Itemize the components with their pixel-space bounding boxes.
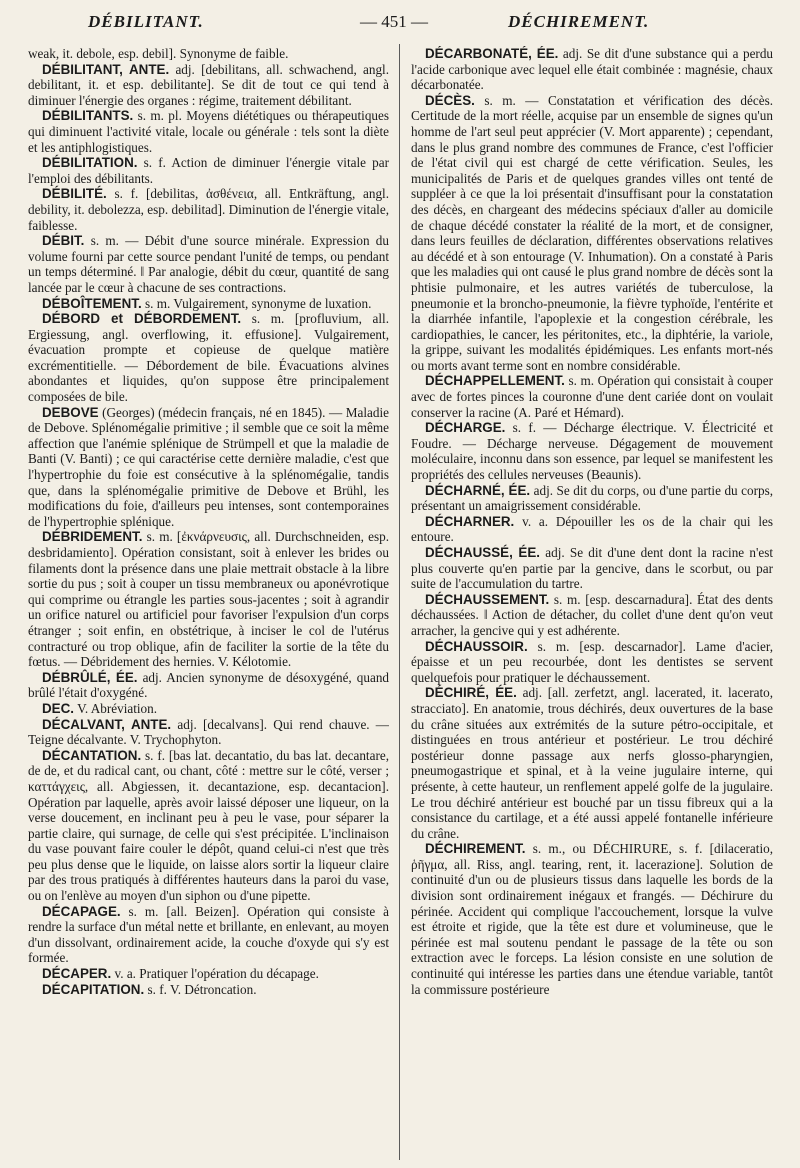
entry-definition: s. f. Action de diminuer l'énergie vitale par l'emploi des débilitants. bbox=[28, 155, 389, 186]
page-header bbox=[0, 12, 800, 42]
dictionary-entry bbox=[28, 701, 389, 717]
dictionary-entry bbox=[411, 841, 773, 997]
entry-definition: s. m. — Constatation et vérification des décès. Certitude de la mort réelle, acquise par un ensemble de signes qu'un homme de l'art seul peut apprécier (V. Mort apparente) ; cependant, dans le plus grand nombre des communes de France, c'est l'officier de l'état civil qui est chargé de cette vérification. Seules, les municipalités de Paris et de quelques grandes villes ont tenté de suppléer à ce que la loi présentait d'insuffisant pour la constatation des décès, en chargeant des médecins spéciaux d'aller au domicile de chaque décédé constater la réalité de la mort, et de consigner, dans leurs feuilles de déclaration, différentes observations relatives au décédé et à son entourage (V. Inhumation). On a constaté à Paris que les maladies qui ont causé le plus grand nombre de décès sont la phtisie pulmonaire, et les autres variétés de tuberculose, la pneumonie et la broncho-pneumonie, la fièvre typhoïde, l'entérite et la diarrhée infantile, l'apoplexie et la congestion cérébrale, les cardiopathies, le cancer, les péritonites, etc., la diphtérie, la variole, la grippe, suivant les modalités épidémiques. Les enfants mort-nés ou morts avant terme sont en nombre considérable. bbox=[411, 92, 773, 373]
entry-headword: DÉCHARNER. bbox=[425, 513, 515, 529]
entry-definition: v. a. Dépouiller les os de la chair qui les entoure. bbox=[411, 513, 773, 545]
dictionary-entry bbox=[28, 748, 389, 904]
dictionary-entry bbox=[411, 46, 773, 93]
entry-headword: DÉBORD et DÉBORDEMENT. bbox=[42, 311, 242, 327]
entry-headword: DÉBRIDEMENT. bbox=[42, 529, 143, 545]
dictionary-entry bbox=[411, 514, 773, 545]
entry-definition: s. m. [esp. descarnadura]. État des dents déchaussées. ‖ Action de détacher, du collet d'une dent qu'on veut arracher, la gencive qui y est adhérente. bbox=[411, 591, 773, 638]
entry-headword: DÉCAPITATION. bbox=[42, 981, 145, 997]
entry-headword: DÉCHAUSSEMENT. bbox=[425, 591, 550, 607]
entry-definition: adj. [debilitans, all. schwachend, angl. debilitant, it. et esp. debilitante]. Se dit de tout ce qui tend à diminuer l'énergie des organes : régime, traitement débilitant. bbox=[28, 61, 389, 108]
entry-headword: DÉBILITANTS. bbox=[42, 108, 134, 124]
entry-definition: s. m. [esp. descarnador]. Lame d'acier, épaisse et un peu recourbée, dont les dentistes se servent quelquefois pour pratiquer le déchaussement. bbox=[411, 638, 773, 685]
dictionary-entry bbox=[28, 405, 389, 530]
dictionary-entry bbox=[28, 966, 389, 982]
entry-definition: adj. Se dit d'une substance qui a perdu l'acide carbonique avec lequel elle était combinée : magnésie, chaux décarbonatée. bbox=[411, 46, 773, 93]
dictionary-entry bbox=[411, 93, 773, 374]
entry-headword: DÉBOÎTEMENT. bbox=[42, 295, 142, 311]
entry-definition: s. m. — Débit d'une source minérale. Expression du volume fourni par cette source pendant l'unité de temps, ou pendant un temps déterminé. ‖ Par analogie, débit du cœur, quantité de sang lancée par le cœur à chacune de ses contractions. bbox=[28, 233, 389, 295]
dictionary-entry bbox=[28, 108, 389, 155]
right-column bbox=[411, 46, 773, 1160]
dictionary-entry bbox=[28, 670, 389, 701]
entry-definition: s. m. Opération qui consistait à couper avec de fortes pinces la couronne d'une dent cariée dont on voulait conserver la racine (A. Paré et Hémard). bbox=[411, 373, 773, 420]
entry-headword: DÉBILITÉ. bbox=[42, 186, 107, 202]
entry-definition: s. m., ou DÉCHIRURE, s. f. [dilaceratio, ῥῆγμα, all. Riss, angl. tearing, rent, it. lacerazione]. Solution de continuité d'un ou de plusieurs tissus dans laquelle les bords de la division sont ordinairement inégaux et frangés. — Déchirure du périnée. Accident qui complique l'accouchement, lorsque la vulve est étroite et rigide, que la tête est dure et volumineuse, que le périnée est mal soutenu pendant le passage de la tête ou son extraction avec le forceps. La lésion consiste en une solution de continuité qui intéresse les parties dans une étendue variable, tantôt la commissure postérieure bbox=[411, 841, 773, 997]
entry-headword: DÉCHAUSSÉ, ÉE. bbox=[425, 545, 541, 560]
entry-headword: DEBOVE bbox=[42, 404, 99, 420]
entry-definition: adj. Se dit d'une dent dont la racine n'est plus couverte qu'en partie par la gencive, dans le scorbut, ou par suite de l'accumulation du tartre. bbox=[411, 545, 773, 592]
entry-headword: DÉBRÛLÉ, ÉE. bbox=[42, 669, 138, 685]
entry-headword: DÉCAPER. bbox=[42, 966, 112, 982]
entry-definition: s. m. [all. Beizen]. Opération qui consiste à rendre la surface d'un métal nette et brillante, en enlevant, au moyen d'un dissolvant, ordinairement acide, la couche d'oxyde qui s'y est formée. bbox=[28, 903, 389, 966]
dictionary-entry bbox=[28, 717, 389, 748]
entry-definition: V. Abréviation. bbox=[77, 700, 158, 716]
dictionary-entry bbox=[411, 545, 773, 592]
page-number: — 451 — bbox=[360, 12, 428, 31]
dictionary-entry bbox=[28, 529, 389, 669]
entry-headword: DÉCHARGE. bbox=[425, 420, 506, 436]
dictionary-entry bbox=[411, 373, 773, 420]
entry-definition: (Georges) (médecin français, né en 1845). — Maladie de Debove. Splénomégalie primitive ; il semble que ce soit la même affection que l'anémie splénique de Strümpell et que la maladie de Banti (V. Banti) ; ce qui caractérise cette dernière maladie, c'est que l'hypertrophie du foie est consécutive à la splénomégalie, tandis que, dans la splénomégalie primitive de Debove et Brühl, les modifications du foie, d'ailleurs peu intenses, sont contemporaines de l'hypertrophie splénique. bbox=[28, 404, 389, 529]
dictionary-entry bbox=[411, 592, 773, 639]
entry-definition: adj. [all. zerfetzt, angl. lacerated, it. lacerato, stracciato]. En anatomie, trous déchirés, deux ouvertures de la base du crâne situées aux extrémités de la suture pétro-occipitale, et distinguées en trous antérieur et postérieur. Le trou déchiré postérieur donne passage aux nerfs glosso-pharyngien, pneumogastrique et spinal, et à la veine jugulaire interne, qui présente, à cette hauteur, un renflement appelé golfe de la jugulaire. Le trou déchiré antérieur est bouché par un tissu fibreux qui a la consistance du cartilage, et a été aussi appelé fontanelle inférieure du crâne. bbox=[411, 685, 773, 841]
header-left-guide-word: DÉBILITANT. bbox=[88, 12, 204, 31]
left-column bbox=[28, 46, 389, 1160]
entry-definition: s. f. [bas lat. decantatio, du bas lat. decantare, de de, et du radical cant, ou chant, côté : mettre sur le côté, verser ; καττάγχεις, all. Abgiessen, it. decantazione, esp. decantacion]. Opération par laquelle, après avoir laissé déposer une liqueur, on la verse doucement, en inclinant peu à peu le vase, pour séparer la partie claire, qui surnage, de celle qui s'est précipitée. L'inclinaison du vase pouvant faire couler le dépôt, quand celui-ci n'est que très peu plus dense que le liquide, on laisse alors sortir la liqueur claire par des trous pratiqués à différentes hauteurs dans la paroi du vase, ou on l'enlève au moyen d'un siphon ou d'une pipette. bbox=[28, 747, 389, 904]
entry-headword: DÉCHAPPELLEMENT. bbox=[425, 373, 565, 389]
header-right-guide-word: DÉCHIREMENT. bbox=[508, 12, 650, 31]
entry-headword: DÉBIT. bbox=[42, 233, 85, 249]
dictionary-entry bbox=[28, 982, 389, 998]
column-divider bbox=[399, 44, 400, 1160]
entry-headword: DÉCAPAGE. bbox=[42, 903, 121, 919]
entry-definition: s. m. pl. Moyens diététiques ou thérapeutiques qui diminuent l'activité vitale, locale ou générale : tels sont la diète et les antiphlogistiques. bbox=[28, 108, 389, 155]
dictionary-entry bbox=[411, 639, 773, 686]
entry-headword: DÉCANTATION. bbox=[42, 747, 142, 763]
dictionary-entry bbox=[28, 62, 389, 109]
entry-headword: DÉCHAUSSOIR. bbox=[425, 638, 528, 654]
entry-definition: s. f. V. Détroncation. bbox=[147, 981, 257, 997]
entry-headword: DÉCÈS. bbox=[425, 92, 475, 108]
dictionary-entry bbox=[28, 186, 389, 233]
dictionary-entry bbox=[411, 483, 773, 514]
entry-definition: s. f. — Décharge électrique. V. Électricité et Foudre. — Décharge nerveuse. Dégagement de mouvement moléculaire, inconnu dans son essence, par lequel se manifestent les propriétés des cellules nerveuses (Beaunis). bbox=[411, 420, 773, 483]
entry-definition: adj. Ancien synonyme de désoxygéné, quand brûlé l'était d'oxygéné. bbox=[28, 669, 389, 701]
entry-definition: s. m. [ἐκνάρνευσις, all. Durchschneiden, esp. desbridamiento]. Opération consistant, soit à enlever les brides ou filaments dont la présence dans une plaie mettrait obstacle à la libre sortie du pus ; soit à couper un tissu membraneux ou aponévrotique qui comprime ou étrangle les parties sous-jacentes ; soit à agrandir un orifice naturel ou artificiel pour favoriser l'expulsion d'un corps étranger ; soit enfin, en obstétrique, à inciser le col de l'utérus contracturé ou trop oblique, afin de faciliter la sortie de la tête du fœtus. — Débridement des hernies. V. Kélotomie. bbox=[28, 529, 389, 670]
dictionary-entry bbox=[28, 904, 389, 966]
entry-headword: DÉCHARNÉ, ÉE. bbox=[425, 482, 531, 498]
dictionary-entry bbox=[28, 155, 389, 186]
entry-definition: weak, it. debole, esp. debil]. Synonyme de faible. bbox=[28, 46, 289, 61]
entry-definition: s. f. [debilitas, ἀσθένεια, all. Entkräftung, angl. debility, it. debolezza, esp. debilitad]. Diminution de l'énergie vitale, faiblesse. bbox=[28, 186, 389, 233]
dictionary-entry bbox=[411, 420, 773, 482]
dictionary-entry bbox=[28, 296, 389, 312]
entry-headword: DÉBILITANT, ANTE. bbox=[42, 61, 170, 77]
dictionary-entry bbox=[411, 685, 773, 841]
entry-headword: DÉCHIREMENT. bbox=[425, 841, 526, 857]
entry-definition: adj. [decalvans]. Qui rend chauve. — Teigne décalvante. V. Trychophyton. bbox=[28, 716, 389, 748]
entry-definition: v. a. Pratiquer l'opération du décapage. bbox=[114, 966, 319, 982]
dictionary-entry bbox=[28, 233, 389, 295]
entry-definition: adj. Se dit du corps, ou d'une partie du corps, présentant un amaigrissement considérable. bbox=[411, 482, 773, 514]
entry-definition: s. m. Vulgairement, synonyme de luxation. bbox=[145, 295, 372, 311]
entry-definition: s. m. [profluvium, all. Ergiessung, angl. overflowing, it. effusione]. Vulgairement, évacuation prompte et copieuse de quelque matière excrémentitielle. — Débordement de bile. Évacuations alvines abondantes et liquides, qu'on suppose être principalement composées de bile. bbox=[28, 311, 389, 405]
entry-headword: DÉCALVANT, ANTE. bbox=[42, 716, 172, 732]
entry-headword: DÉCARBONATÉ, ÉE. bbox=[425, 46, 559, 61]
entry-headword: DEC. bbox=[42, 700, 74, 716]
dictionary-entry bbox=[28, 311, 389, 405]
entry-headword: DÉBILITATION. bbox=[42, 155, 138, 171]
entry-headword: DÉCHIRÉ, ÉE. bbox=[425, 685, 517, 701]
dictionary-entry bbox=[28, 46, 389, 62]
